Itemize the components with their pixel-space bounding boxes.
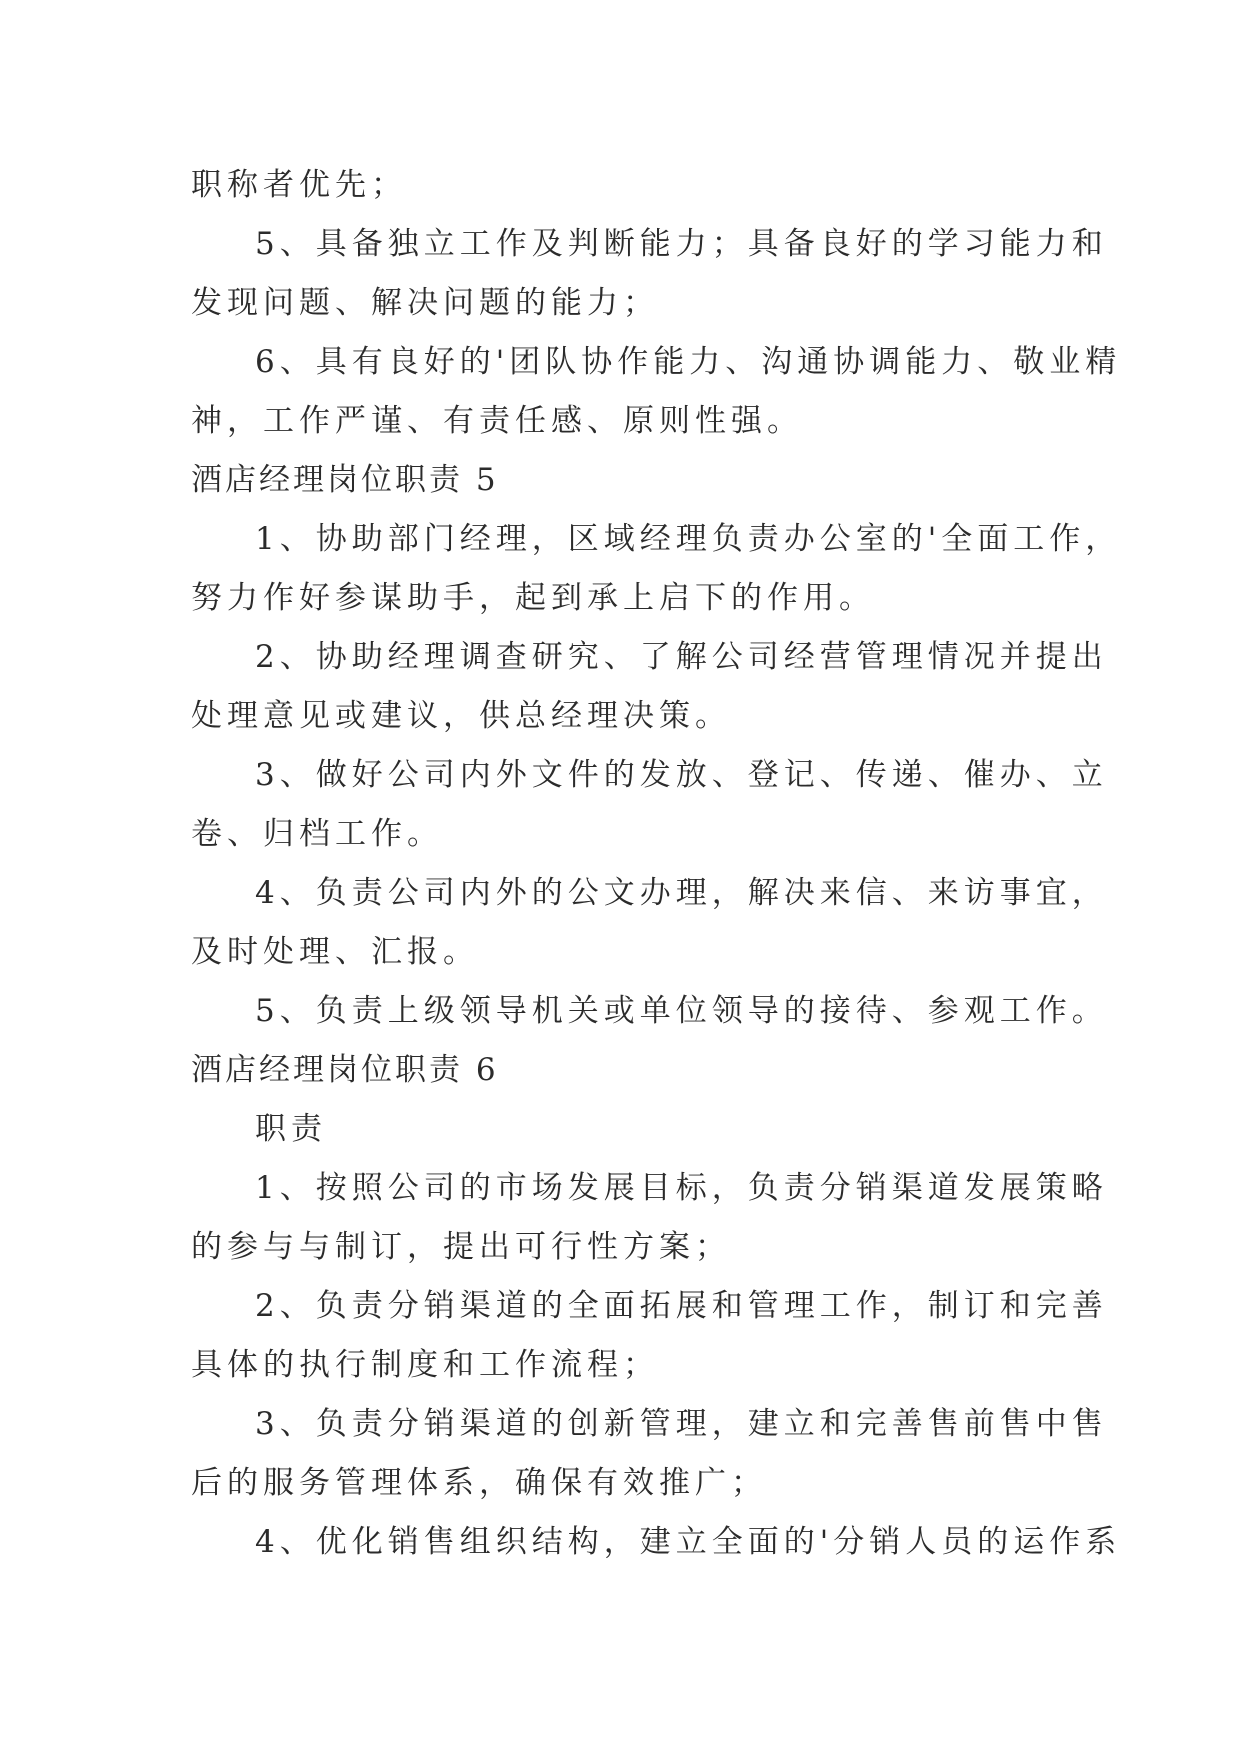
body-text-line: 卷、归档工作。 [191,816,443,852]
subsection-label: 职责 [255,1111,327,1147]
list-item-line: 2、负责分销渠道的全面拓展和管理工作，制订和完善 [255,1288,1108,1324]
list-item-line: 2、协助经理调查研究、了解公司经营管理情况并提出 [255,639,1108,675]
list-item-line: 4、优化销售组织结构，建立全面的'分销人员的运作系 [255,1524,1122,1560]
list-item-line: 1、按照公司的市场发展目标，负责分销渠道发展策略 [255,1170,1108,1206]
body-text-line: 及时处理、汇报。 [191,934,479,970]
list-item-line: 3、负责分销渠道的创新管理，建立和完善售前售中售 [255,1406,1108,1442]
body-text-line: 处理意见或建议，供总经理决策。 [191,698,731,734]
body-text-line: 职称者优先； [191,167,407,203]
list-item-line: 5、具备独立工作及判断能力；具备良好的学习能力和 [255,226,1108,262]
section-heading: 酒店经理岗位职责 6 [191,1052,499,1088]
body-text-line: 具体的执行制度和工作流程； [191,1347,659,1383]
body-text-line: 后的服务管理体系，确保有效推广； [191,1465,767,1501]
list-item-line: 4、负责公司内外的公文办理，解决来信、来访事宜， [255,875,1108,911]
list-item-line: 5、负责上级领导机关或单位领导的接待、参观工作。 [255,993,1108,1029]
body-text-line: 发现问题、解决问题的能力； [191,285,659,321]
body-text-line: 的参与与制订，提出可行性方案； [191,1229,731,1265]
list-item-line: 3、做好公司内外文件的发放、登记、传递、催办、立 [255,757,1108,793]
list-item-line: 1、协助部门经理，区域经理负责办公室的'全面工作， [255,521,1122,557]
body-text-line: 努力作好参谋助手，起到承上启下的作用。 [191,580,875,616]
section-heading: 酒店经理岗位职责 5 [191,462,499,498]
body-text-line: 神，工作严谨、有责任感、原则性强。 [191,403,803,439]
list-item-line: 6、具有良好的'团队协作能力、沟通协调能力、敬业精 [255,344,1122,380]
document-body [191,156,1122,1572]
